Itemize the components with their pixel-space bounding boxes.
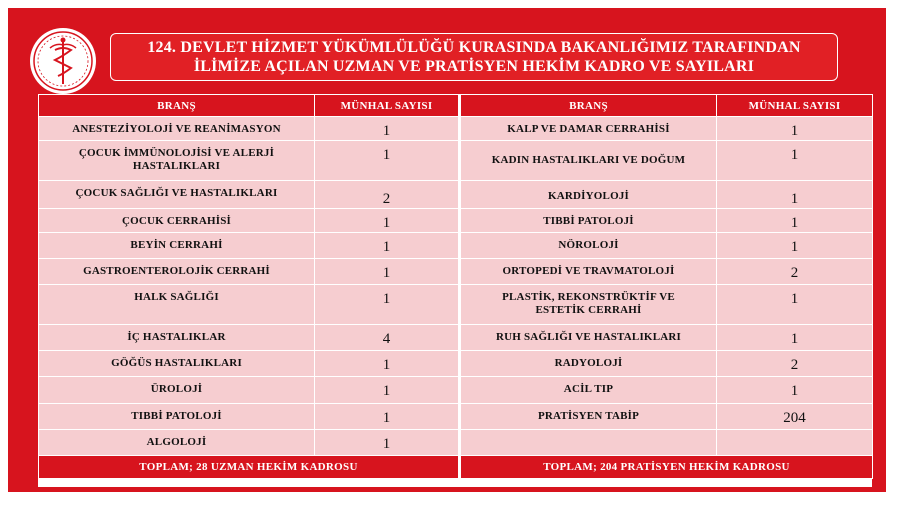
vacancy-count: 1 [315, 377, 459, 404]
branch-name: ANESTEZİYOLOJİ VE REANİMASYON [39, 117, 315, 141]
table-row [39, 325, 459, 351]
vacancy-count: 1 [315, 259, 459, 285]
table-header-row [461, 95, 873, 117]
branch-name: ALGOLOJİ [39, 430, 315, 456]
specialist-table [38, 94, 459, 479]
vacancy-count: 1 [315, 404, 459, 430]
table-row [461, 181, 873, 209]
table-row [39, 233, 459, 259]
branch-name: İÇ HASTALIKLAR [39, 325, 315, 351]
table-row [39, 117, 459, 141]
vacancy-count: 1 [717, 285, 873, 325]
vacancy-count: 4 [315, 325, 459, 351]
practitioner-table [460, 94, 873, 479]
table-row [39, 141, 459, 181]
vacancy-count: 1 [315, 141, 459, 181]
vacancy-count: 1 [717, 141, 873, 181]
table-row [39, 285, 459, 325]
branch-name: NÖROLOJİ [461, 233, 717, 259]
vacancy-count: 204 [717, 404, 873, 430]
branch-name: KALP VE DAMAR CERRAHİSİ [461, 117, 717, 141]
branch-name: PRATİSYEN TABİP [461, 404, 717, 430]
table-row [39, 351, 459, 377]
column-header-count: MÜNHAL SAYISI [315, 95, 459, 117]
table-row [39, 404, 459, 430]
column-header-brans: BRANŞ [39, 95, 315, 117]
table-row [461, 209, 873, 233]
table-header-row [39, 95, 459, 117]
column-header-brans: BRANŞ [461, 95, 717, 117]
branch-name: ORTOPEDİ VE TRAVMATOLOJİ [461, 259, 717, 285]
vacancy-count: 1 [717, 117, 873, 141]
page-title [110, 33, 838, 81]
vacancy-count: 1 [717, 181, 873, 209]
vacancy-count: 1 [315, 209, 459, 233]
total-row [39, 456, 459, 479]
total-row [461, 456, 873, 479]
table-row [39, 430, 459, 456]
table-row [39, 377, 459, 404]
ministry-emblem-icon [28, 26, 98, 96]
vacancy-count: 1 [315, 285, 459, 325]
vacancy-count [717, 430, 873, 456]
vacancy-count: 2 [717, 259, 873, 285]
total-label: TOPLAM; 28 UZMAN HEKİM KADROSU [39, 456, 459, 479]
branch-name: GASTROENTEROLOJİK CERRAHİ [39, 259, 315, 285]
vacancy-count: 1 [315, 351, 459, 377]
branch-name [461, 430, 717, 456]
table-row [461, 285, 873, 325]
table-row [461, 117, 873, 141]
vacancy-count: 1 [717, 233, 873, 259]
column-header-count: MÜNHAL SAYISI [717, 95, 873, 117]
table-row [39, 181, 459, 209]
table-row [461, 325, 873, 351]
branch-name: ÇOCUK SAĞLIĞI VE HASTALIKLARI [39, 181, 315, 209]
branch-name: ÇOCUK CERRAHİSİ [39, 209, 315, 233]
vacancy-count: 1 [315, 117, 459, 141]
total-label: TOPLAM; 204 PRATİSYEN HEKİM KADROSU [461, 456, 873, 479]
vacancy-count: 2 [717, 351, 873, 377]
branch-name: ÇOCUK İMMÜNOLOJİSİ VE ALERJİ HASTALIKLARI [39, 141, 315, 181]
table-row [461, 259, 873, 285]
branch-name: KADIN HASTALIKLARI VE DOĞUM [461, 141, 717, 181]
branch-name: RUH SAĞLIĞI VE HASTALIKLARI [461, 325, 717, 351]
vacancy-count: 1 [315, 233, 459, 259]
title-line-1: 124. DEVLET HİZMET YÜKÜMLÜLÜĞÜ KURASINDA BAKANLIĞIMIZ TARAFINDAN [147, 39, 801, 56]
vacancy-count: 1 [717, 377, 873, 404]
table-row [461, 404, 873, 430]
branch-name: GÖĞÜS HASTALIKLARI [39, 351, 315, 377]
vacancy-count: 1 [717, 325, 873, 351]
table-row [461, 351, 873, 377]
tables-container [38, 94, 872, 487]
branch-name: ACİL TIP [461, 377, 717, 404]
branch-name: TIBBİ PATOLOJİ [461, 209, 717, 233]
branch-name: TIBBİ PATOLOJİ [39, 404, 315, 430]
branch-name: PLASTİK, REKONSTRÜKTİF VE ESTETİK CERRAHİ [461, 285, 717, 325]
vacancy-count: 1 [717, 209, 873, 233]
branch-name: HALK SAĞLIĞI [39, 285, 315, 325]
table-row [39, 209, 459, 233]
table-row [461, 430, 873, 456]
branch-name: KARDİYOLOJİ [461, 181, 717, 209]
table-row [461, 377, 873, 404]
branch-name: RADYOLOJİ [461, 351, 717, 377]
table-row [461, 233, 873, 259]
table-row [39, 259, 459, 285]
vacancy-count: 1 [315, 430, 459, 456]
branch-name: ÜROLOJİ [39, 377, 315, 404]
vacancy-count: 2 [315, 181, 459, 209]
table-row [461, 141, 873, 181]
branch-name: BEYİN CERRAHİ [39, 233, 315, 259]
title-line-2: İLİMİZE AÇILAN UZMAN VE PRATİSYEN HEKİM KADRO VE SAYILARI [193, 58, 755, 75]
